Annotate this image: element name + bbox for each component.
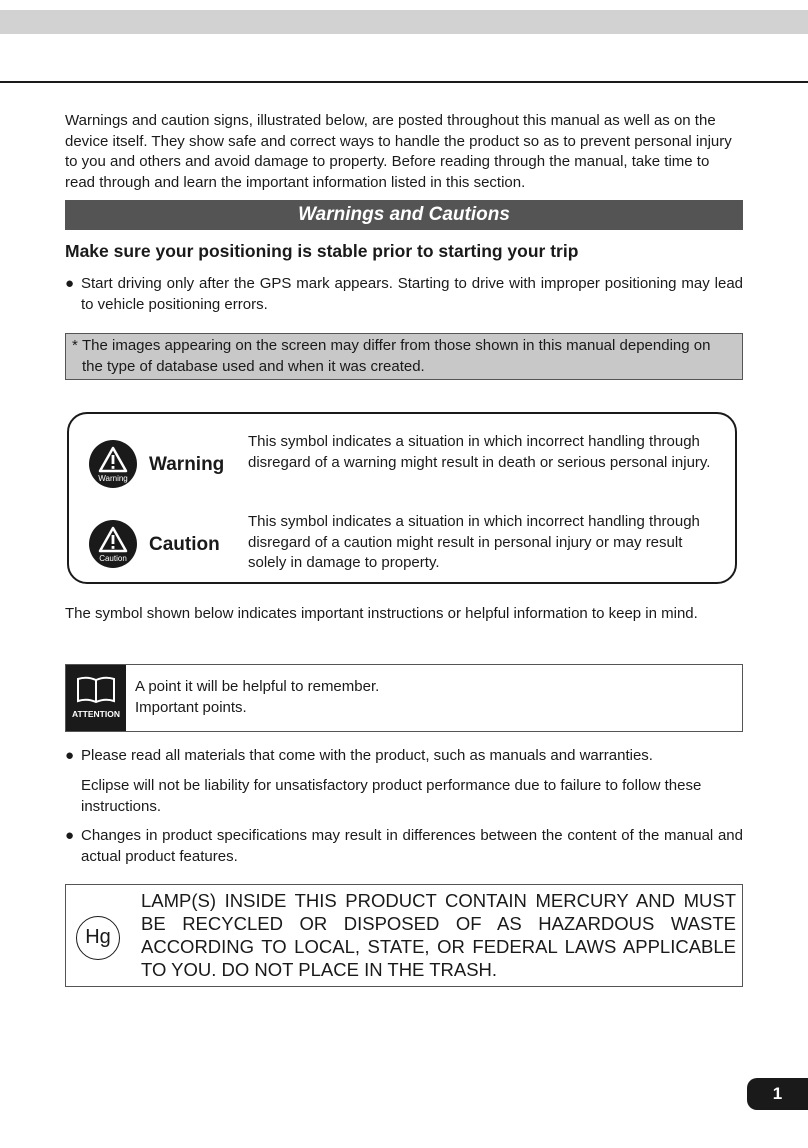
note-text: The images appearing on the screen may differ from those shown in this manual depending on the type of database used and when it was created. — [82, 337, 711, 375]
caution-row — [69, 510, 735, 580]
database-note — [65, 333, 743, 380]
warning-description: This symbol indicates a situation in which incorrect handling through disregard of a warning might result in death or serious personal injury. — [248, 433, 711, 471]
warning-title: Warning — [149, 454, 225, 475]
bullet-dot: ● — [65, 827, 75, 844]
header-band — [0, 10, 808, 34]
attention-line-2: Important points. — [135, 698, 247, 716]
attention-text — [135, 677, 379, 718]
attention-line-1: A point it will be helpful to remember. — [135, 678, 380, 695]
bullet-dot: ● — [65, 747, 75, 764]
warning-icon-label: Warning — [98, 474, 128, 483]
page-number: 1 — [747, 1078, 808, 1110]
mercury-hg-icon: Hg — [76, 916, 120, 960]
intro-paragraph: Warnings and caution signs, illustrated below, are posted throughout this manual as well as on the device itself. They show safe and correct ways to handle the product so as to prevent personal injury to you and others and avoid damage to property. Before reading through the manual, take time to read through and learn the important information listed in this section. — [65, 112, 732, 191]
mercury-warning-box — [65, 884, 743, 987]
header-rule — [0, 81, 808, 83]
caution-title: Caution — [149, 534, 220, 555]
list-item-gps — [65, 274, 743, 315]
note-asterisk: * — [72, 337, 78, 354]
symbol-intro-paragraph: The symbol shown below indicates important instructions or helpful information to keep in mind. — [65, 605, 698, 622]
gps-bullet-text: Start driving only after the GPS mark appears. Starting to drive with improper positioning may lead to vehicle positioning errors. — [81, 275, 743, 313]
list-item-materials — [65, 746, 743, 767]
caution-icon-label: Caution — [99, 554, 127, 563]
attention-icon-label: ATTENTION — [71, 709, 120, 719]
mercury-warning-text: LAMP(S) INSIDE THIS PRODUCT CONTAIN MERCURY AND MUST BE RECYCLED OR DISPOSED OF AS HAZARDOUS WASTE ACCORDING TO LOCAL, STATE, OR FEDERAL LAWS APPLICABLE TO YOU. DO NOT PLACE IN THE TRASH. — [141, 890, 736, 980]
warning-triangle-icon — [89, 440, 137, 488]
warning-row — [69, 430, 735, 500]
specifications-bullet-text: Changes in product specifications may result in differences between the content of the manual and actual product features. — [81, 827, 743, 865]
symbol-legend — [67, 412, 737, 584]
caution-triangle-icon — [89, 520, 137, 568]
bullet-dot: ● — [65, 275, 75, 292]
materials-bullet-text: Please read all materials that come with the product, such as manuals and warranties. — [81, 747, 653, 764]
positioning-heading: Make sure your positioning is stable prior to starting your trip — [65, 241, 579, 261]
liability-paragraph: Eclipse will not be liability for unsatisfactory product performance due to failure to follow these instructions. — [81, 777, 702, 815]
section-title: Warnings and Cautions — [65, 200, 743, 230]
caution-description: This symbol indicates a situation in which incorrect handling through disregard of a caution might result in personal injury or may result solely in damage to property. — [248, 513, 700, 571]
attention-box — [65, 664, 743, 732]
open-book-icon — [66, 665, 126, 731]
list-item-specifications — [65, 826, 743, 867]
